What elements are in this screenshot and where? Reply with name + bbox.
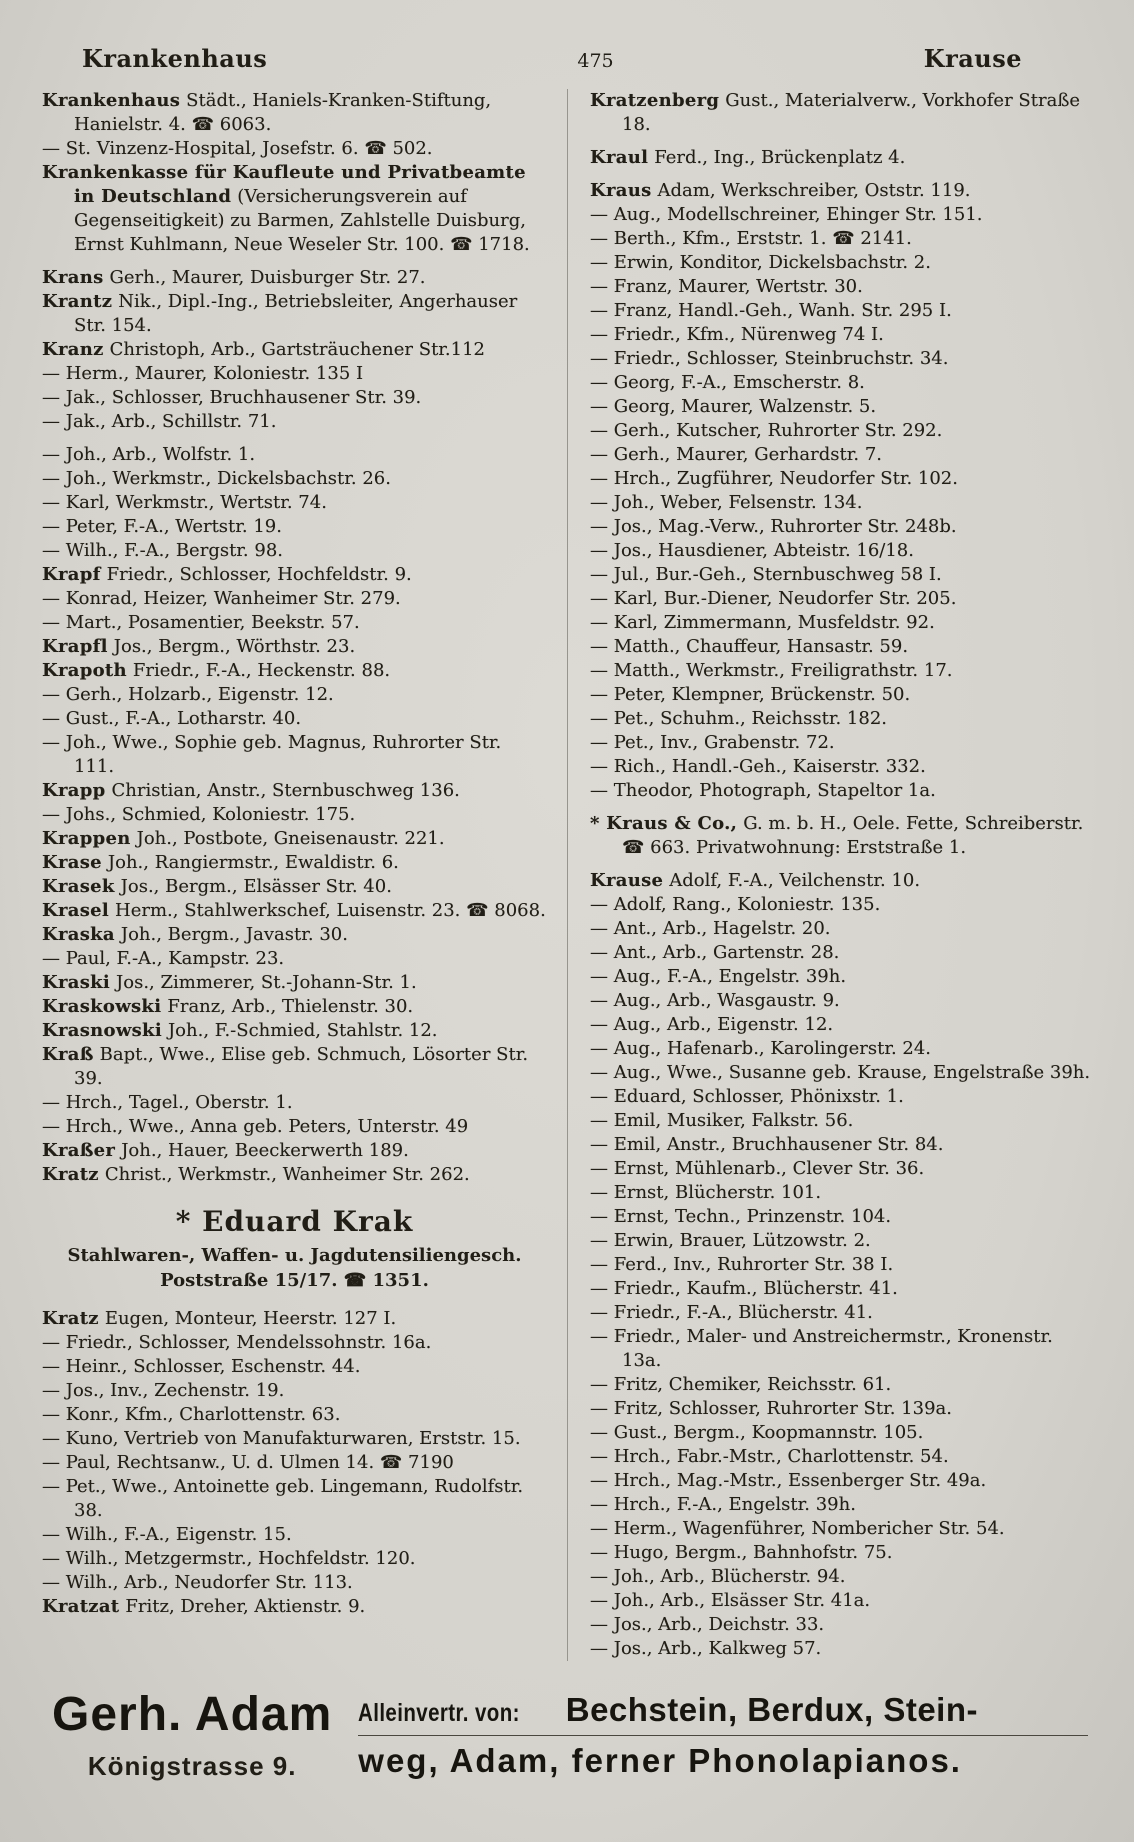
directory-entry [42, 587, 547, 611]
entry-surname: Kraus [590, 180, 652, 201]
directory-entry [42, 467, 547, 491]
directory-entry [590, 1421, 1092, 1445]
entry-text: — Karl, Zimmermann, Musfeldstr. 92. [590, 612, 935, 633]
entry-text: — Pet., Wwe., Antoinette geb. Lingemann, Rudolfstr. 38. [42, 1476, 524, 1521]
directory-entry [590, 755, 1092, 779]
entry-text: — Paul, Rechtsanw., U. d. Ulmen 14. ☎ 7190 [42, 1452, 454, 1473]
directory-entry [590, 563, 1092, 587]
entry-text: — Hrch., Fabr.-Mstr., Charlottenstr. 54. [590, 1446, 949, 1467]
directory-entry [590, 707, 1092, 731]
directory-entry [42, 1019, 547, 1043]
directory-entry [590, 146, 1092, 170]
directory-entry [590, 251, 1092, 275]
entry-text: — Aug., F.-A., Engelstr. 39h. [590, 966, 847, 987]
directory-entry [42, 707, 547, 731]
entry-surname: Kranz [42, 339, 104, 360]
directory-entry [42, 611, 547, 635]
entry-text: — Joh., Arb., Blücherstr. 94. [590, 1566, 846, 1587]
entry-text: — Friedr., Kfm., Nürenweg 74 I. [590, 324, 884, 345]
entry-surname: Kraski [42, 972, 111, 993]
entry-text: — Gerh., Holzarb., Eigenstr. 12. [42, 684, 334, 705]
entry-text: Ferd., Ing., Brückenplatz 4. [654, 147, 906, 168]
entry-surname: Krapp [42, 780, 106, 801]
entry-text: — Wilh., Metzgermstr., Hochfeldstr. 120. [42, 1548, 416, 1569]
entry-text: Eugen, Monteur, Heerstr. 127 I. [104, 1308, 397, 1329]
entry-text: — Matth., Werkmstr., Freiligrathstr. 17. [590, 660, 953, 681]
directory-entry [42, 899, 547, 923]
entry-surname: Krapfl [42, 636, 108, 657]
directory-entry [42, 362, 547, 386]
two-column-body [42, 89, 1092, 1661]
ad-title: * Eduard Krak [175, 1205, 414, 1238]
entry-text: Jos., Zimmerer, St.-Johann-Str. 1. [116, 972, 417, 993]
directory-entry [42, 89, 547, 137]
page-header [42, 44, 1092, 77]
entry-text: Christoph, Arb., Gartsträuchener Str.112 [109, 339, 486, 360]
entry-surname: Krantz [42, 291, 113, 312]
directory-entry [590, 731, 1092, 755]
entry-text: Nik., Dipl.-Ing., Betriebsleiter, Angerhauser Str. 154. [74, 291, 518, 336]
entry-text: — Gerh., Maurer, Gerhardstr. 7. [590, 444, 882, 465]
page-number: 475 [577, 50, 614, 72]
entry-surname: Krappen [42, 828, 131, 849]
entry-text: Gust., Materialverw., Vorkhofer Straße 18. [622, 90, 1080, 135]
entry-text: — Wilh., F.-A., Bergstr. 98. [42, 540, 284, 561]
entry-text: — Franz, Maurer, Wertstr. 30. [590, 276, 863, 297]
entry-text: Christian, Anstr., Sternbuschweg 136. [111, 780, 460, 801]
entry-text: — Hugo, Bergm., Bahnhofstr. 75. [590, 1542, 893, 1563]
directory-entry [590, 299, 1092, 323]
entry-text: — Friedr., Kaufm., Blücherstr. 41. [590, 1278, 898, 1299]
directory-entry [42, 266, 547, 290]
entry-surname: Kraul [590, 147, 649, 168]
entry-text: — Peter, F.-A., Wertstr. 19. [42, 516, 282, 537]
directory-entry [590, 89, 1092, 137]
directory-entry [590, 179, 1092, 203]
entry-text: — Ernst, Techn., Prinzenstr. 104. [590, 1206, 892, 1227]
directory-entry [42, 1595, 547, 1619]
directory-entry [42, 1475, 547, 1523]
directory-entry [42, 563, 547, 587]
directory-entry [42, 1427, 547, 1451]
directory-entry [590, 659, 1092, 683]
entry-text: — Aug., Wwe., Susanne geb. Krause, Engelstraße 39h. [590, 1062, 1091, 1083]
inline-advertisement [48, 1205, 541, 1293]
entry-surname: Kraßer [42, 1140, 116, 1161]
entry-text: Städt., Haniels-Kranken-Stiftung, Hanielstr. 4. ☎ 6063. [74, 90, 492, 135]
entry-surname: Kratz [42, 1164, 99, 1185]
entry-text: — Jos., Arb., Deichstr. 33. [590, 1614, 825, 1635]
entry-text: Gerh., Maurer, Duisburger Str. 27. [109, 267, 426, 288]
entry-text: — Hrch., Wwe., Anna geb. Peters, Unterstr. 49 [42, 1116, 469, 1137]
directory-entry [42, 1331, 547, 1355]
entry-text: — Theodor, Photograph, Stapeltor 1a. [590, 780, 936, 801]
entry-text: — Joh., Weber, Felsenstr. 134. [590, 492, 863, 513]
entry-text: — Gust., F.-A., Lotharstr. 40. [42, 708, 302, 729]
entry-text: — Georg, Maurer, Walzenstr. 5. [590, 396, 877, 417]
directory-entry [590, 965, 1092, 989]
header-keyword-left: Krankenhaus [82, 44, 268, 73]
entry-text: — Gust., Bergm., Koopmannstr. 105. [590, 1422, 924, 1443]
directory-entry [590, 869, 1092, 893]
directory-entry [590, 1013, 1092, 1037]
directory-entry [590, 611, 1092, 635]
directory-entry [590, 1205, 1092, 1229]
entry-text: — Joh., Werkmstr., Dickelsbachstr. 26. [42, 468, 391, 489]
entry-text: — Paul, F.-A., Kampstr. 23. [42, 948, 285, 969]
entry-text: Joh., Hauer, Beeckerwerth 189. [121, 1140, 409, 1161]
entry-text: — Jos., Mag.-Verw., Ruhrorter Str. 248b. [590, 516, 957, 537]
entry-text: — Jos., Arb., Kalkweg 57. [590, 1638, 822, 1659]
entry-surname: Kratzenberg [590, 90, 720, 111]
ad-text-block [358, 1691, 1088, 1780]
ad-text-line2 [358, 1736, 1088, 1780]
directory-entry [590, 1277, 1092, 1301]
bottom-advertisement [42, 1683, 1092, 1782]
entry-surname: Krankenhaus [42, 90, 181, 111]
entry-surname: Krasel [42, 900, 110, 921]
entry-text: Joh., F.-Schmied, Stahlstr. 12. [167, 1020, 438, 1041]
entry-text: — Emil, Anstr., Bruchhausener Str. 84. [590, 1134, 944, 1155]
entry-text: Fritz, Dreher, Aktienstr. 9. [125, 1596, 366, 1617]
directory-entry [42, 1451, 547, 1475]
ad-line-business: Stahlwaren-, Waffen- u. Jagdutensiliengesch. [67, 1245, 522, 1266]
directory-entry [590, 323, 1092, 347]
directory-entry [42, 635, 547, 659]
directory-entry [590, 1517, 1092, 1541]
entry-text: — Aug., Modellschreiner, Ehinger Str. 151. [590, 204, 983, 225]
entry-text: — Karl, Werkmstr., Wertstr. 74. [42, 492, 327, 513]
directory-entry [590, 1181, 1092, 1205]
right-column [567, 89, 1092, 1661]
entry-text: — Eduard, Schlosser, Phönixstr. 1. [590, 1086, 904, 1107]
entry-text: — Jak., Schlosser, Bruchhausener Str. 39. [42, 387, 422, 408]
directory-entry [590, 1229, 1092, 1253]
entry-text: — Rich., Handl.-Geh., Kaiserstr. 332. [590, 756, 926, 777]
entry-text: — Mart., Posamentier, Beekstr. 57. [42, 612, 360, 633]
ad-brands-line2: weg, Adam, ferner Phonolapianos. [358, 1742, 962, 1779]
directory-entry [42, 410, 547, 434]
entry-text: — Friedr., Schlosser, Mendelssohnstr. 16a. [42, 1332, 432, 1353]
header-keyword-right: Krause [923, 44, 1022, 73]
directory-entry [590, 1565, 1092, 1589]
directory-entry [590, 227, 1092, 251]
entry-text: — Friedr., Maler- und Anstreichermstr., Kronenstr. 13a. [590, 1326, 1053, 1371]
directory-entry [590, 1133, 1092, 1157]
directory-entry [590, 893, 1092, 917]
entry-text: — Herm., Maurer, Koloniestr. 135 I [42, 363, 364, 384]
directory-entry [42, 875, 547, 899]
directory-entry [590, 812, 1092, 860]
directory-entry [590, 275, 1092, 299]
entry-text: Friedr., Schlosser, Hochfeldstr. 9. [106, 564, 412, 585]
entry-text: — St. Vinzenz-Hospital, Josefstr. 6. ☎ 502. [42, 138, 433, 159]
entry-text: — Joh., Wwe., Sophie geb. Magnus, Ruhrorter Str. 111. [42, 732, 502, 777]
entry-text: Bapt., Wwe., Elise geb. Schmuch, Lösorter Str. 39. [74, 1044, 529, 1089]
entry-text: — Wilh., Arb., Neudorfer Str. 113. [42, 1572, 353, 1593]
entry-text: — Ant., Arb., Gartenstr. 28. [590, 942, 840, 963]
directory-entry [590, 989, 1092, 1013]
directory-entry [42, 1043, 547, 1091]
directory-entry [42, 683, 547, 707]
directory-entry [42, 1355, 547, 1379]
directory-entry [590, 1253, 1092, 1277]
entry-text: — Ernst, Blücherstr. 101. [590, 1182, 822, 1203]
directory-entry [590, 917, 1092, 941]
directory-entry [590, 1325, 1092, 1373]
entry-text: — Friedr., Schlosser, Steinbruchstr. 34. [590, 348, 949, 369]
entry-text: Joh., Rangiermstr., Ewaldistr. 6. [107, 852, 399, 873]
directory-entry [42, 1115, 547, 1139]
directory-entry [42, 1139, 547, 1163]
entry-text: — Matth., Chauffeur, Hansastr. 59. [590, 636, 909, 657]
entry-surname: Kratzat [42, 1596, 120, 1617]
entry-text: — Berth., Kfm., Erststr. 1. ☎ 2141. [590, 228, 912, 249]
directory-entry [42, 947, 547, 971]
entry-text: — Pet., Schuhm., Reichsstr. 182. [590, 708, 887, 729]
directory-entry [590, 203, 1092, 227]
directory-entry [590, 395, 1092, 419]
entry-surname: Krans [42, 267, 104, 288]
entry-text: (Versicherungsverein auf Gegenseitigkeit) zu Barmen, Zahlstelle Duisburg, Ernst Kuhlmann, Neue Weseler Str. 100. ☎ 1718. [74, 186, 530, 255]
directory-entry [590, 1109, 1092, 1133]
entry-text: — Ferd., Inv., Ruhrorter Str. 38 I. [590, 1254, 894, 1275]
ad-text-line1 [358, 1691, 1088, 1736]
directory-entry [42, 338, 547, 362]
directory-entry [42, 851, 547, 875]
directory-entry [590, 1637, 1092, 1661]
entry-surname: Krankenkasse für Kaufleute und Privatbeamte in Deutschland [42, 162, 526, 207]
advertiser-address: Königstrasse 9. [87, 1751, 297, 1781]
directory-entry [42, 161, 547, 257]
entry-text: — Joh., Arb., Wolfstr. 1. [42, 444, 256, 465]
entry-text: — Hrch., Mag.-Mstr., Essenberger Str. 49a. [590, 1470, 987, 1491]
entry-text: — Konrad, Heizer, Wanheimer Str. 279. [42, 588, 401, 609]
directory-entry [590, 371, 1092, 395]
entry-text: G. m. b. H., Oele. Fette, Schreiberstr. ☎ 663. Privatwohnung: Erststraße 1. [622, 813, 1084, 858]
entry-text: — Hrch., Tagel., Oberstr. 1. [42, 1092, 293, 1113]
entry-text: Joh., Bergm., Javastr. 30. [120, 924, 348, 945]
directory-entry [590, 515, 1092, 539]
entry-text: — Adolf, Rang., Koloniestr. 135. [590, 894, 881, 915]
directory-entry [42, 923, 547, 947]
entry-surname: Krause [590, 870, 664, 891]
ad-prefix: Alleinvertr. von: [358, 1699, 521, 1727]
entry-text: — Gerh., Kutscher, Ruhrorter Str. 292. [590, 420, 943, 441]
entry-surname: Kraskowski [42, 996, 162, 1017]
ad-brands-line1: Bechstein, Berdux, Stein- [565, 1691, 978, 1728]
entry-text: — Erwin, Brauer, Lützowstr. 2. [590, 1230, 871, 1251]
entry-text: — Peter, Klempner, Brückenstr. 50. [590, 684, 911, 705]
entry-text: — Aug., Arb., Eigenstr. 12. [590, 1014, 834, 1035]
entry-surname: Kraß [42, 1044, 94, 1065]
directory-entry [590, 1157, 1092, 1181]
directory-entry [42, 1403, 547, 1427]
entry-text: — Kuno, Vertrieb von Manufakturwaren, Erststr. 15. [42, 1428, 521, 1449]
entry-text: — Jul., Bur.-Geh., Sternbuschweg 58 I. [590, 564, 942, 585]
directory-entry [590, 1085, 1092, 1109]
directory-entry [42, 539, 547, 563]
directory-entry [42, 443, 547, 467]
directory-entry [42, 1091, 547, 1115]
entry-text: — Ant., Arb., Hagelstr. 20. [590, 918, 831, 939]
directory-entry [42, 1523, 547, 1547]
entry-text: — Fritz, Chemiker, Reichsstr. 61. [590, 1374, 892, 1395]
ad-line-address-phone: Poststraße 15/17. ☎ 1351. [160, 1270, 429, 1291]
entry-surname: Krasek [42, 876, 115, 897]
entry-text: Franz, Arb., Thielenstr. 30. [167, 996, 414, 1017]
advertiser-name: Gerh. Adam [52, 1688, 333, 1741]
entry-text: — Georg, F.-A., Emscherstr. 8. [590, 372, 865, 393]
entry-text: — Karl, Bur.-Diener, Neudorfer Str. 205. [590, 588, 957, 609]
entry-text: — Heinr., Schlosser, Eschenstr. 44. [42, 1356, 361, 1377]
directory-entry [590, 1589, 1092, 1613]
entry-text: Joh., Postbote, Gneisenaustr. 221. [136, 828, 445, 849]
directory-entry [42, 1379, 547, 1403]
entry-text: Adam, Werkschreiber, Oststr. 119. [657, 180, 971, 201]
entry-text: — Hrch., F.-A., Engelstr. 39h. [590, 1494, 856, 1515]
directory-entry [590, 419, 1092, 443]
entry-text: Jos., Bergm., Elsässer Str. 40. [120, 876, 392, 897]
directory-entry [42, 386, 547, 410]
directory-list-left-bottom [42, 1307, 547, 1619]
directory-entry [590, 1469, 1092, 1493]
entry-text: — Johs., Schmied, Koloniestr. 175. [42, 804, 356, 825]
entry-surname: Krapoth [42, 660, 127, 681]
directory-entry [42, 659, 547, 683]
entry-text: — Herm., Wagenführer, Nombericher Str. 54. [590, 1518, 1005, 1539]
directory-entry [590, 1493, 1092, 1517]
entry-text: — Aug., Arb., Wasgaustr. 9. [590, 990, 840, 1011]
entry-text: — Ernst, Mühlenarb., Clever Str. 36. [590, 1158, 925, 1179]
directory-entry [42, 827, 547, 851]
entry-text: — Wilh., F.-A., Eigenstr. 15. [42, 1524, 292, 1545]
entry-surname: Kratz [42, 1308, 99, 1329]
directory-entry [590, 1037, 1092, 1061]
directory-entry [590, 1541, 1092, 1565]
directory-entry [42, 1163, 547, 1187]
directory-entry [590, 467, 1092, 491]
entry-text: — Jak., Arb., Schillstr. 71. [42, 411, 277, 432]
directory-entry [42, 1547, 547, 1571]
entry-text: Adolf, F.-A., Veilchenstr. 10. [669, 870, 921, 891]
directory-entry [590, 1397, 1092, 1421]
directory-entry [590, 1613, 1092, 1637]
directory-entry [590, 491, 1092, 515]
entry-text: — Jos., Inv., Zechenstr. 19. [42, 1380, 285, 1401]
directory-entry [590, 1373, 1092, 1397]
directory-entry [590, 539, 1092, 563]
directory-entry [590, 941, 1092, 965]
directory-entry [590, 1301, 1092, 1325]
directory-entry [590, 587, 1092, 611]
directory-entry [42, 971, 547, 995]
entry-text: — Konr., Kfm., Charlottenstr. 63. [42, 1404, 341, 1425]
entry-text: — Jos., Hausdiener, Abteistr. 16/18. [590, 540, 914, 561]
directory-entry [590, 1061, 1092, 1085]
directory-entry [590, 635, 1092, 659]
directory-entry [42, 995, 547, 1019]
directory-entry [590, 1445, 1092, 1469]
entry-surname: Kraska [42, 924, 115, 945]
directory-list-right [590, 89, 1092, 1661]
entry-text: Herm., Stahlwerkschef, Luisenstr. 23. ☎ 8068. [115, 900, 546, 921]
directory-entry [590, 347, 1092, 371]
entry-surname: Krase [42, 852, 102, 873]
entry-surname: * Kraus & Co., [590, 813, 738, 834]
directory-entry [590, 779, 1092, 803]
entry-surname: Krapf [42, 564, 101, 585]
directory-entry [590, 683, 1092, 707]
entry-text: — Joh., Arb., Elsässer Str. 41a. [590, 1590, 871, 1611]
entry-surname: Krasnowski [42, 1020, 162, 1041]
entry-text: — Franz, Handl.-Geh., Wanh. Str. 295 I. [590, 300, 952, 321]
entry-text: — Emil, Musiker, Falkstr. 56. [590, 1110, 854, 1131]
advertiser-block [52, 1688, 333, 1782]
directory-entry [42, 515, 547, 539]
directory-entry [42, 779, 547, 803]
entry-text: — Fritz, Schlosser, Ruhrorter Str. 139a. [590, 1398, 952, 1419]
entry-text: — Pet., Inv., Grabenstr. 72. [590, 732, 835, 753]
entry-text: — Erwin, Konditor, Dickelsbachstr. 2. [590, 252, 931, 273]
entry-text: — Hrch., Zugführer, Neudorfer Str. 102. [590, 468, 958, 489]
entry-text: Jos., Bergm., Wörthstr. 23. [113, 636, 356, 657]
directory-entry [42, 803, 547, 827]
entry-text: — Friedr., F.-A., Blücherstr. 41. [590, 1302, 873, 1323]
directory-entry [42, 290, 547, 338]
entry-text: Friedr., F.-A., Heckenstr. 88. [132, 660, 391, 681]
directory-list-left-top [42, 89, 547, 1187]
directory-entry [42, 1571, 547, 1595]
directory-entry [590, 443, 1092, 467]
directory-entry [42, 1307, 547, 1331]
left-column [42, 89, 567, 1661]
directory-entry [42, 137, 547, 161]
directory-entry [42, 731, 547, 779]
directory-entry [42, 491, 547, 515]
entry-text: Christ., Werkmstr., Wanheimer Str. 262. [104, 1164, 470, 1185]
entry-text: — Aug., Hafenarb., Karolingerstr. 24. [590, 1038, 932, 1059]
